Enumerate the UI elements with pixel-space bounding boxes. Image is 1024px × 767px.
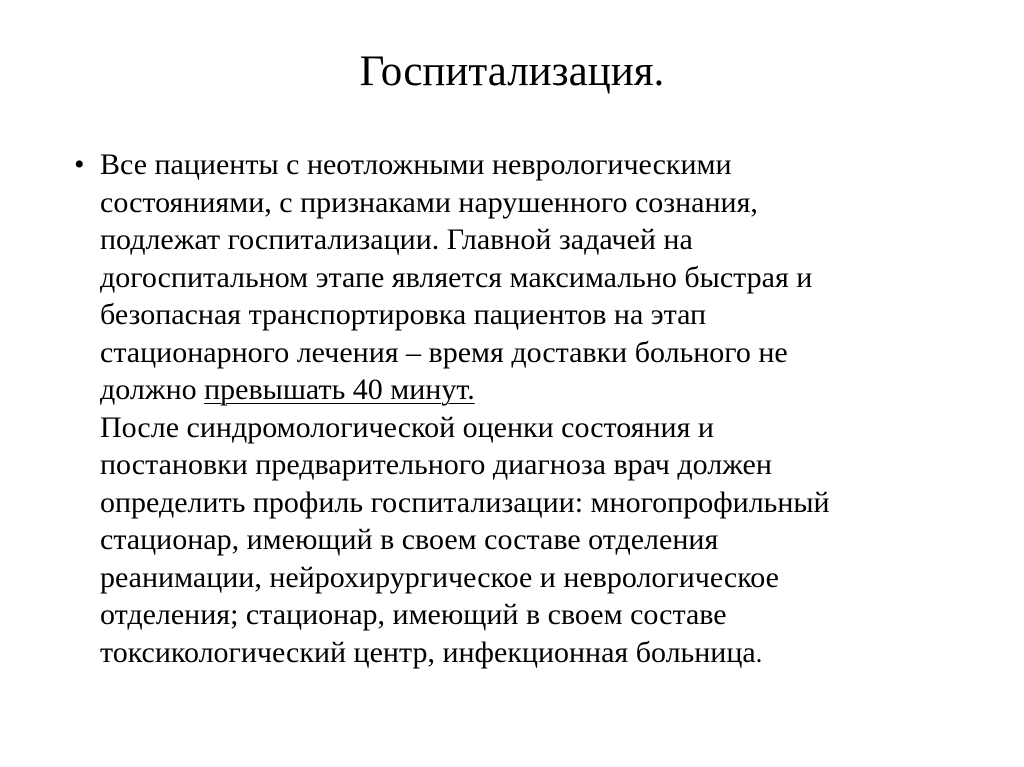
text-line: безопасная транспортировка пациентов на этап [100,298,707,331]
text-line: состояниями, с признаками нарушенного сознания, [100,185,758,219]
bullet-marker: • [74,148,85,181]
text-line: постановки предварительного диагноза врач должен [100,448,772,481]
bullet-item [74,146,954,672]
text-fragment: токсикологический центр, инфекционная больница [100,635,756,669]
text-line [100,371,954,409]
text-line: догоспитальном этапе является максимально быстрая и [100,260,813,294]
text-line: Все пациенты с неотложными неврологическими [100,148,732,181]
final-period: . [755,638,763,668]
bullet-body [100,146,954,672]
text-line: реанимации, нейрохирургическое и неврологическое [100,560,779,594]
text-line: отделения; стационар, имеющий в своем составе [100,598,727,631]
text-line: стационарного лечения – время доставки больного не [100,335,788,369]
text-line [100,634,954,673]
text-line: подлежат госпитализации. Главной задачей на [100,223,693,256]
text-line: определить профиль госпитализации: многопрофильный [100,485,830,519]
underlined-text: превышать 40 минут. [204,373,475,406]
text-line: После синдромологической оценки состояния и [100,410,714,444]
text-line: стационар, имеющий в своем составе отделения [100,523,719,556]
text-fragment: должно [100,373,205,406]
slide-title: Госпитализация. [359,48,665,95]
